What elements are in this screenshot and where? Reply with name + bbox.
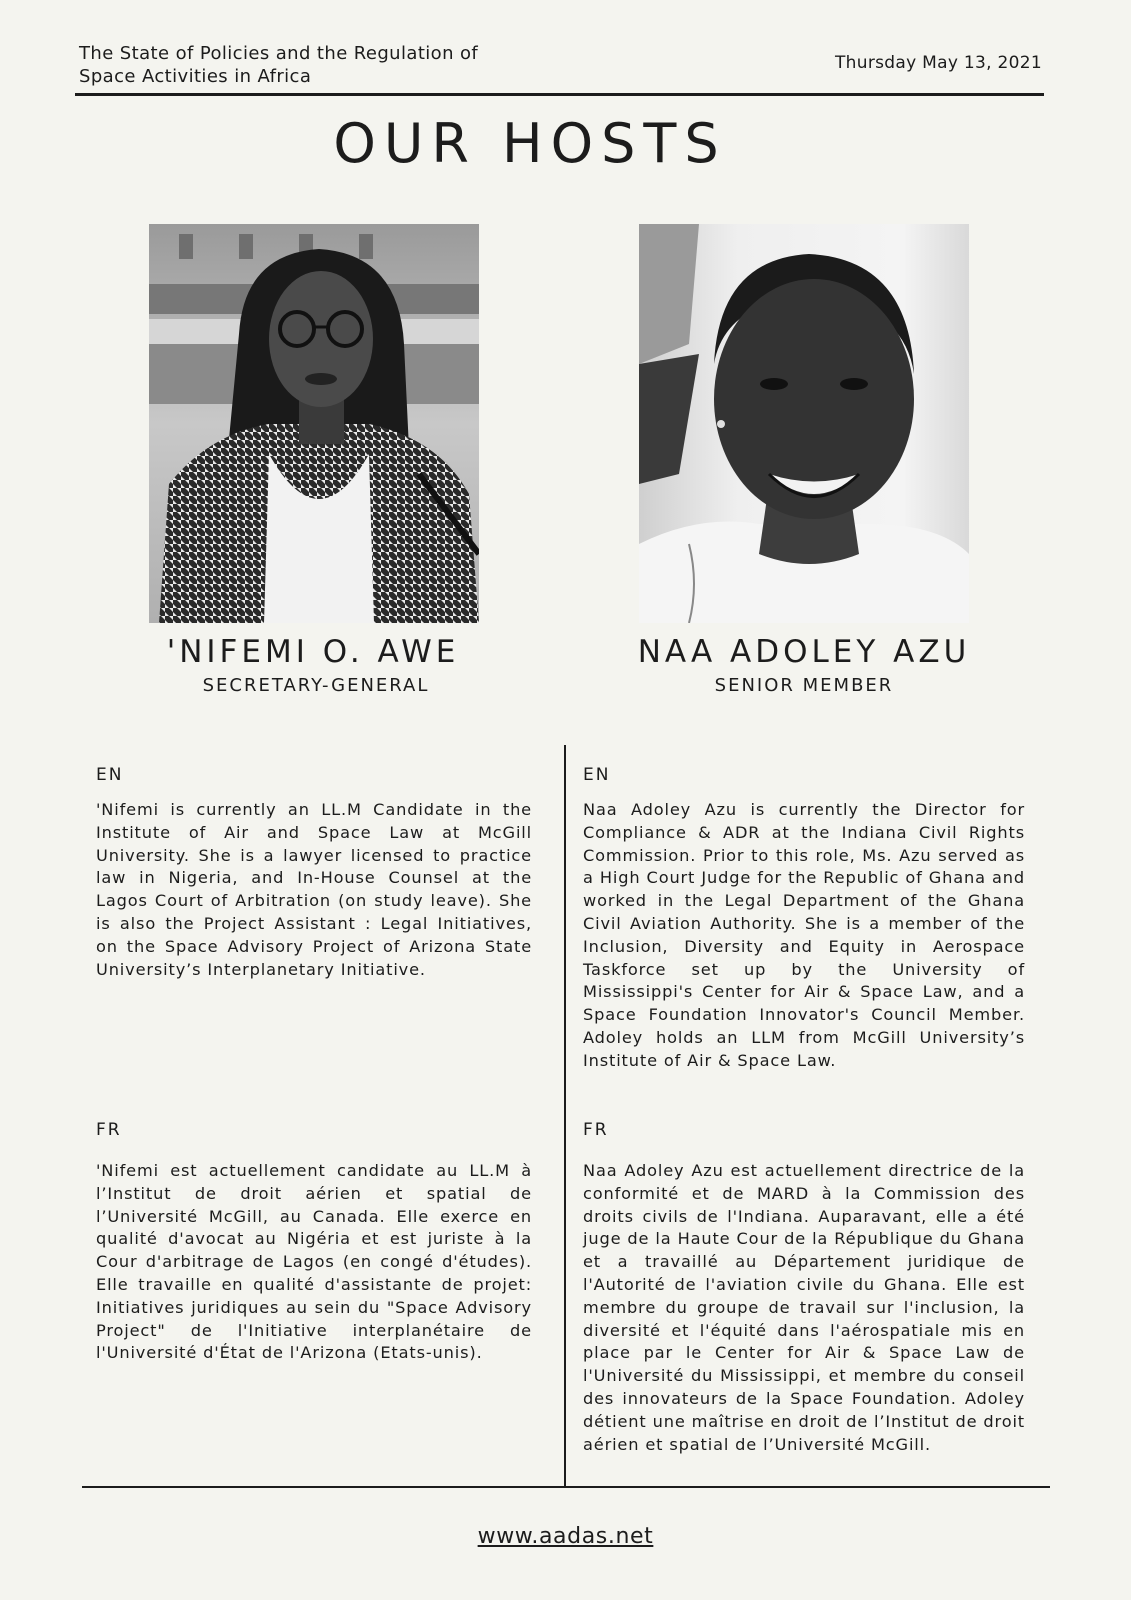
bio-en-naa-adoley: Naa Adoley Azu is currently the Director for Compliance & ADR at the Indiana Civil Rights Commission. Prior to this role, Ms. Azu served as a High Court Judge for the Republic of Ghana and worked in the Legal Department of the Ghana Civil Aviation Authority. She is a member of the Inclusion, Diversity and Equity in Aerospace Taskforce set up by the University of Mississippi's Center for Air & Space Law, and a Space Foundation Innovator's Council Member. Adoley holds an LLM from McGill University’s Institute of Air & Space Law. (583, 800, 1025, 1070)
bio-fr-nifemi: 'Nifemi est actuellement candidate au LL.M à l’Institut de droit aérien et spatial de l’Université McGill, au Canada. Elle exerce en qualité d'avocat au Nigéria et est juriste à la Cour d'arbitrage de Lagos (en congé d'études). Elle travaille en qualité d'assistante de projet: Initiatives juridiques au sein du "Space Advisory Project" de l'Initiative interplanétaire de l'Université d'État de l'Arizona (Etats-unis). (96, 1161, 532, 1363)
footer-divider (82, 1486, 1050, 1488)
header-title: The State of Policies and the Regulation of Space Activities in Africa (79, 43, 479, 87)
language-label-fr: FR (583, 1120, 609, 1140)
host-role-naa-adoley: SENIOR MEMBER (714, 675, 894, 696)
language-label-fr: FR (96, 1120, 122, 1140)
host-name-nifemi: 'NIFEMI O. AWE (166, 634, 460, 670)
host-photo-nifemi (149, 224, 479, 623)
language-label-en: EN (96, 765, 124, 785)
column-divider (564, 745, 566, 1487)
bio-fr-naa-adoley: Naa Adoley Azu est actuellement directrice de la conformité et de MARD à la Commission des droits civils de l'Indiana. Auparavant, elle a été juge de la Haute Cour de la République du Ghana et a travaillé au Département juridique de l'Autorité de l'aviation civile du Ghana. Elle est membre du groupe de travail sur l'inclusion, la diversité et l'équité dans l'aérospatiale mis en place par le Center for Air & Space Law de l'Université du Mississippi, et membre du conseil des innovateurs de la Space Foundation. Adoley détient une maîtrise en droit de l’Institut de droit aérien et spatial de l’Université McGill. (583, 1161, 1025, 1454)
language-label-en: EN (583, 765, 611, 785)
page-title: OUR HOSTS (333, 112, 727, 175)
bio-en-nifemi: 'Nifemi is currently an LL.M Candidate in the Institute of Air and Space Law at McGill University. She is a lawyer licensed to practice law in Nigeria, and In-House Counsel at the Lagos Court of Arbitration (on study leave). She is also the Project Assistant : Legal Initiatives, on the Space Advisory Project of Arizona State University’s Interplanetary Initiative. (96, 800, 532, 979)
host-name-naa-adoley: NAA ADOLEY AZU (637, 634, 971, 670)
website-link[interactable]: www.aadas.net (477, 1524, 654, 1549)
host-role-nifemi: SECRETARY-GENERAL (202, 675, 430, 696)
header-divider (75, 93, 1044, 96)
header-date: Thursday May 13, 2021 (834, 53, 1042, 73)
host-photo-naa-adoley (639, 224, 969, 623)
